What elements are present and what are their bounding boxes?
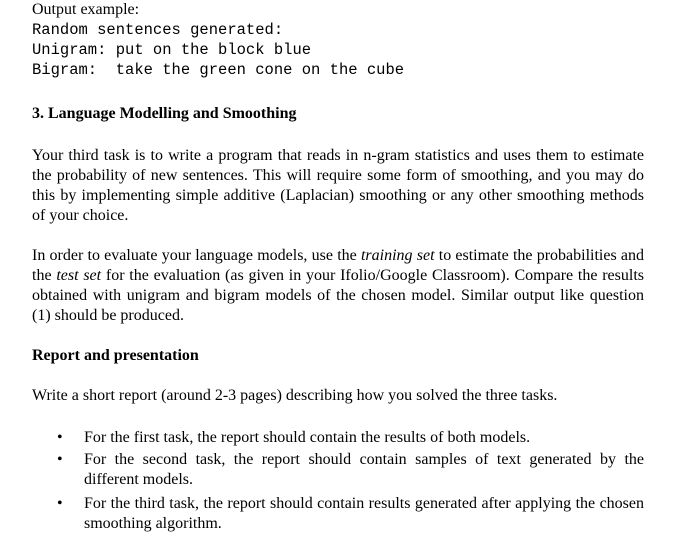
bullet-icon: • xyxy=(57,429,63,446)
report-bullet-list xyxy=(32,428,644,534)
list-item xyxy=(32,494,644,534)
output-example-title: Output example: xyxy=(32,1,140,18)
list-item-text: For the third task, the report should contain results generated after applying the chosen smoothing algorithm. xyxy=(84,495,644,532)
output-example-line: Unigram: put on the block blue xyxy=(32,41,312,59)
report-heading: Report and presentation xyxy=(32,347,199,364)
paragraph-text: for the evaluation (as given in your Ifolio/Google Classroom). Compare the results obtained with unigram and bigram models of the chosen model. Similar output like question (1) should be produced. xyxy=(32,267,645,324)
list-item-text: For the first task, the report should contain the results of both models. xyxy=(84,429,531,446)
output-example-line: Bigram: take the green cone on the cube xyxy=(32,61,405,79)
paragraph-text: to estimate the probabilities and the xyxy=(32,247,645,284)
bullet-icon: • xyxy=(57,451,63,468)
test-set-term: test set xyxy=(56,267,102,284)
list-item-text: For the second task, the report should contain samples of text generated by the different models. xyxy=(84,451,644,488)
section-paragraph xyxy=(32,246,644,326)
bullet-icon: • xyxy=(57,495,63,512)
section-heading: 3. Language Modelling and Smoothing xyxy=(32,105,297,122)
report-intro: Write a short report (around 2-3 pages) describing how you solved the three tasks. xyxy=(32,387,558,404)
training-set-term: training set xyxy=(360,247,435,264)
output-example-line: Random sentences generated: xyxy=(32,21,284,39)
section-paragraph: Your third task is to write a program that reads in n-gram statistics and uses them to estimate the probability of new sentences. This will require some form of smoothing, and you may do this by implementing simple additive (Laplacian) smoothing or any other smoothing methods of your choice. xyxy=(32,147,644,224)
list-item xyxy=(32,450,644,490)
document-page xyxy=(32,0,644,536)
paragraph-text: In order to evaluate your language models, use the xyxy=(32,247,361,264)
list-item xyxy=(32,428,644,448)
